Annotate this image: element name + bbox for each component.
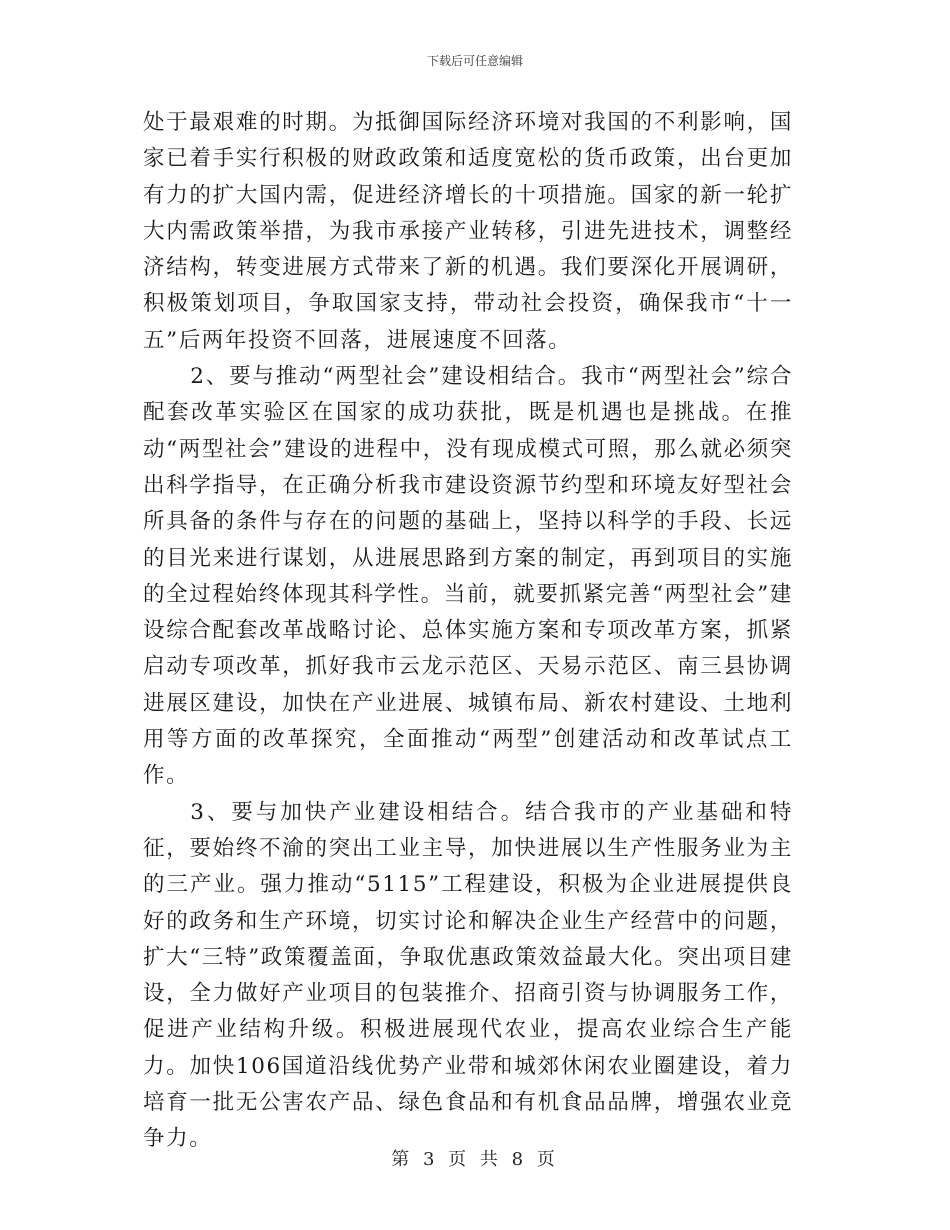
paragraph-industry-construction: 3、要与加快产业建设相结合。结合我市的产业基础和特征，要始终不渝的突出工业主导，加快进展以生产性服务业为主的三产业。强力推动“5115”工程建设，积极为企业进展提供良好的政务和生产环境，切实讨论和解决企业生产经营中的问题，扩大“三特”政策覆盖面，争取优惠政策效益最大化。突出项目建设，全力做好产业项目的包装推介、招商引资与协调服务工作，促进产业结构升级。积极进展现代农业，提高农业综合生产能力。加快106国道沿线优势产业带和城郊休闲农业圈建设，着力培育一批无公害农产品、绿色食品和有机食品品牌，增强农业竞争力。 — [143, 799, 793, 1152]
paragraph-continuation: 处于最艰难的时期。为抵御国际经济环境对我国的不利影响，国家已着手实行积极的财政政策和适度宽松的货币政策，出台更加有力的扩大国内需，促进经济增长的十项措施。国家的新一轮扩大内需政策举措，为我市承接产业转移，引进先进技术，调整经济结构，转变进展方式带来了新的机遇。我们要深化开展调研，积极策划项目，争取国家支持，带动社会投资，确保我市“十一五”后两年投资不回落，进展速度不回落。 — [143, 110, 793, 353]
paragraph-two-type-society: 2、要与推动“两型社会”建设相结合。我市“两型社会”综合配套改革实验区在国家的成功获批，既是机遇也是挑战。在推动“两型社会”建设的进程中，没有现成模式可照，那么就必须突出科学指导，在正确分析我市建设资源节约型和环境友好型社会所具备的条件与存在的问题的基础上，坚持以科学的手段、长远的目光来进行谋划，从进展思路到方案的制定，再到项目的实施的全过程始终体现其科学性。当前，就要抓紧完善“两型社会”建设综合配套改革战略讨论、总体实施方案和专项改革方案，抓紧启动专项改革，抓好我市云龙示范区、天易示范区、南三县协调进展区建设，加快在产业进展、城镇布局、新农村建设、土地利用等方面的改革探究，全面推动“两型”创建活动和改革试点工作。 — [143, 364, 793, 789]
page-footer: 第 3 页 共 8 页 — [391, 1149, 559, 1170]
document-body — [143, 105, 793, 1158]
page-header: 下载后可任意编辑 — [426, 54, 523, 68]
